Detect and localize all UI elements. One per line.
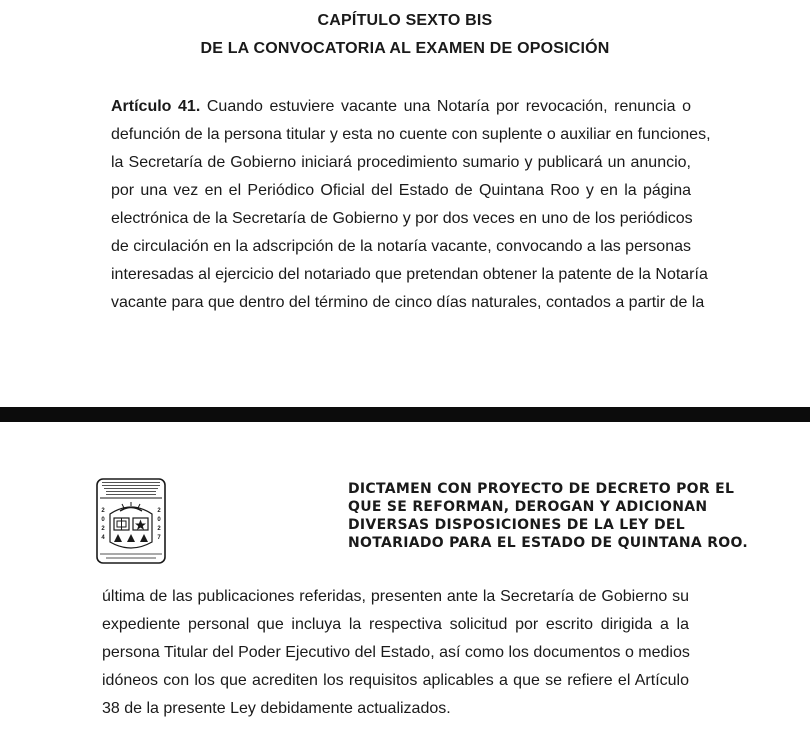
page-break-band [0,407,810,422]
article-line: por una vez en el Periódico Oficial del Estado de Quintana Roo y en la página [111,182,691,199]
continuation-line: expediente personal que incluya la respectiva solicitud por escrito dirigida a la [102,616,689,633]
svg-text:2: 2 [157,508,161,514]
svg-text:2: 2 [101,508,105,514]
congress-seal-logo [96,478,166,564]
continuation-line: última de las publicaciones referidas, presenten ante la Secretaría de Gobierno su [102,588,689,605]
article-line: vacante para que dentro del término de cinco días naturales, contados a partir de la [111,294,705,311]
continuation-line-last: 38 de la presente Ley debidamente actualizados. [102,700,451,717]
svg-text:2: 2 [101,526,105,532]
svg-text:0: 0 [157,517,161,523]
article-line: de circulación en la adscripción de la notaría vacante, convocando a las personas [111,238,691,255]
article-label: Artículo 41. [111,98,201,115]
svg-text:4: 4 [101,535,105,541]
article-first-line-text: Cuando estuviere vacante una Notaría por revocación, renuncia o [200,98,691,115]
dictamen-title-line: QUE SE REFORMAN, DEROGAN Y ADICIONAN [348,499,708,515]
chapter-subtitle: DE LA CONVOCATORIA AL EXAMEN DE OPOSICIÓN [200,40,610,57]
svg-text:7: 7 [157,535,161,541]
article-first-line [111,98,691,116]
article-line: electrónica de la Secretaría de Gobierno y por dos veces en uno de los periódicos [111,210,693,227]
svg-text:0: 0 [101,517,105,523]
svg-text:2: 2 [157,526,161,532]
dictamen-title-line: DIVERSAS DISPOSICIONES DE LA LEY DEL [348,517,685,533]
continuation-line: persona Titular del Poder Ejecutivo del Estado, así como los documentos o medios [102,644,690,661]
article-line: defunción de la persona titular y esta no cuente con suplente o auxiliar en funciones, [111,126,711,143]
dictamen-title-line: NOTARIADO PARA EL ESTADO DE QUINTANA ROO. [348,535,749,551]
article-line: interesadas al ejercicio del notariado que pretendan obtener la patente de la Notaría [111,266,708,283]
article-line: la Secretaría de Gobierno iniciará procedimiento sumario y publicará un anuncio, [111,154,691,171]
continuation-line: idóneos con los que acrediten los requisitos aplicables a que se refiere el Artículo [102,672,689,689]
chapter-title: CAPÍTULO SEXTO BIS [317,12,493,29]
dictamen-title-line: DICTAMEN CON PROYECTO DE DECRETO POR EL [348,481,735,497]
